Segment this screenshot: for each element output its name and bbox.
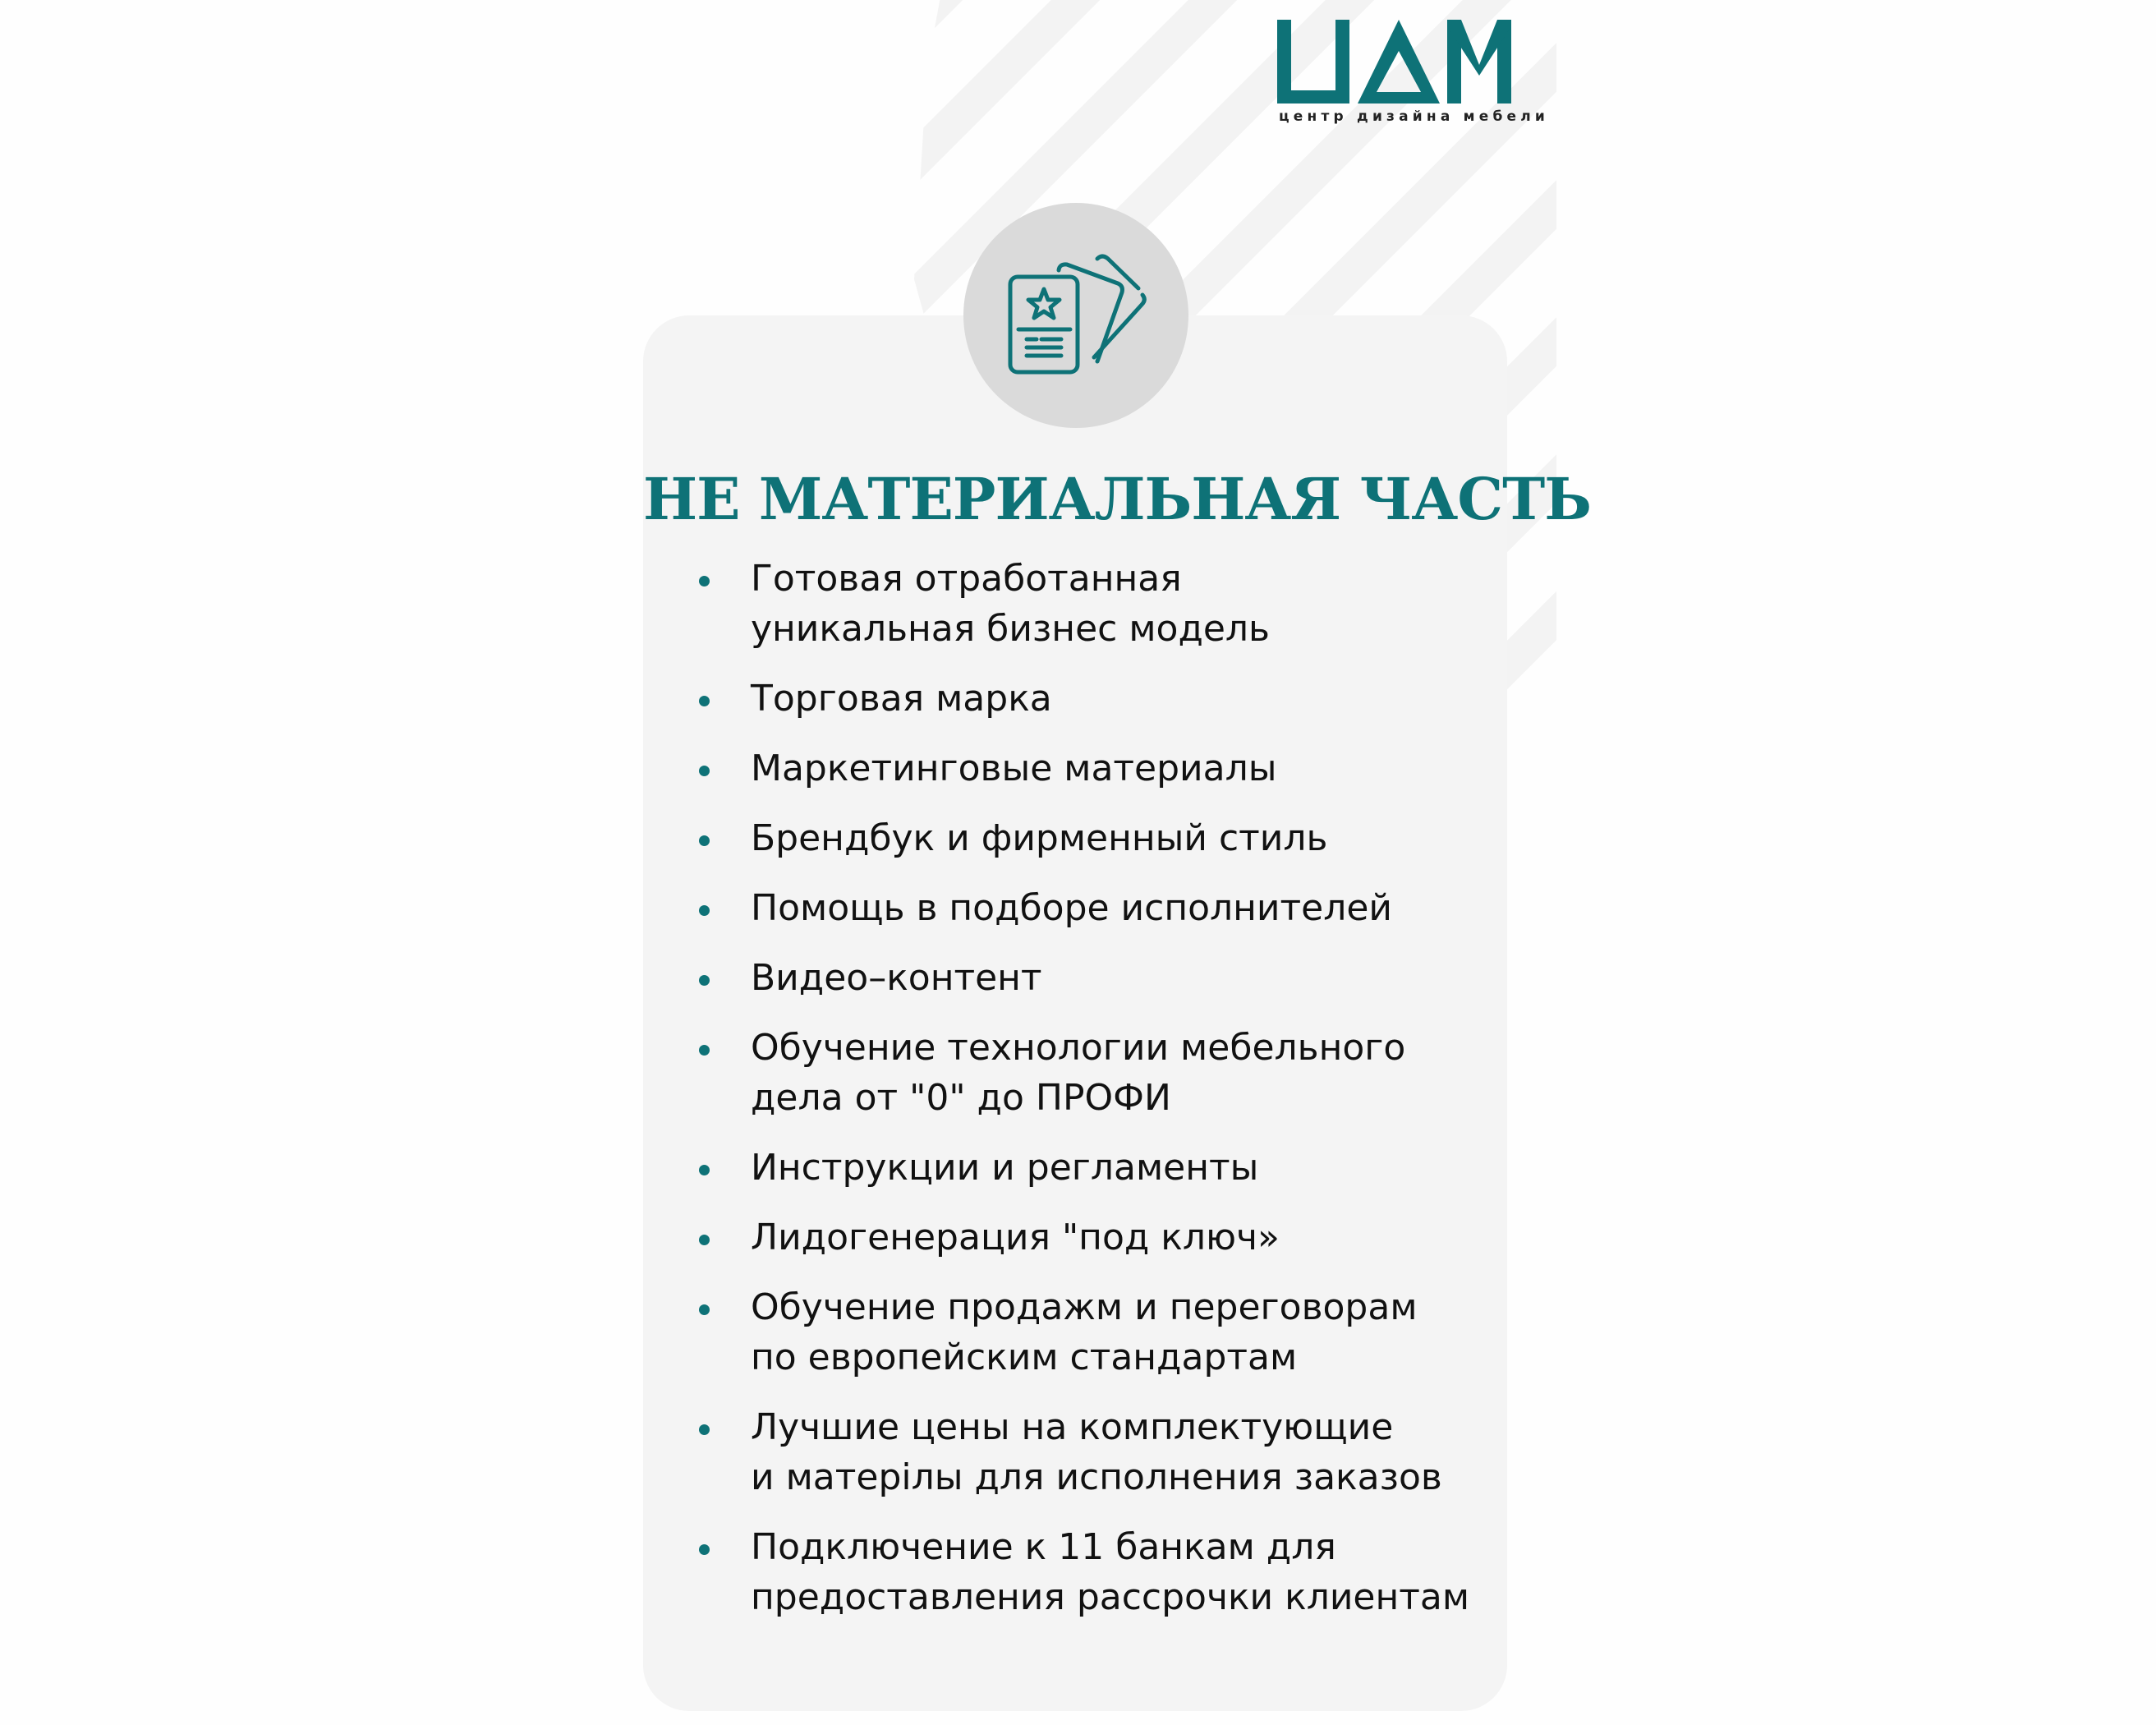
bullet-icon (699, 1424, 710, 1435)
list-item-line: по европейским стандартам (751, 1336, 1298, 1378)
list-item (687, 1143, 1492, 1193)
list-item-line: и матерілы для исполнения заказов (751, 1456, 1442, 1498)
list-item-line: предоставления рассрочки клиентам (751, 1576, 1470, 1618)
bullet-icon (699, 766, 710, 776)
list-item-line: Помощь в подборе исполнителей (751, 887, 1392, 929)
list-item-line: Готовая отработанная (751, 558, 1182, 600)
list-item (687, 813, 1492, 863)
list-item-line: Лидогенерация "под ключ» (751, 1217, 1280, 1258)
list-item (687, 1023, 1492, 1123)
bullet-icon (699, 905, 710, 916)
list-item (687, 1522, 1492, 1622)
bullet-icon (699, 1544, 710, 1555)
list-item-line: Обучение продажм и переговорам (751, 1286, 1418, 1328)
list-item (687, 554, 1492, 654)
list-item (687, 953, 1492, 1003)
bullet-icon (699, 696, 710, 706)
bullet-icon (699, 1045, 710, 1056)
cards-with-star-icon (1000, 252, 1156, 384)
list-item (687, 743, 1492, 794)
list-item (687, 1282, 1492, 1382)
list-item-line: Видео–контент (751, 957, 1042, 999)
logo-mark-icon (1277, 20, 1511, 104)
list-item-line: Обучение технологии мебельного (751, 1027, 1406, 1069)
bullet-icon (699, 1235, 710, 1245)
list-item-line: Инструкции и регламенты (751, 1147, 1259, 1189)
list-item (687, 674, 1492, 724)
features-list (687, 554, 1492, 1642)
bullet-icon (699, 1304, 710, 1315)
bullet-icon (699, 576, 710, 586)
list-item-line: дела от "0" до ПРОФИ (751, 1077, 1171, 1119)
list-item (687, 1402, 1492, 1502)
list-item-line: Торговая марка (751, 678, 1052, 720)
list-item-line: Маркетинговые материалы (751, 748, 1277, 789)
logo (1277, 20, 1550, 126)
bullet-icon (699, 975, 710, 986)
icon-badge (963, 203, 1188, 428)
list-item-line: Лучшие цены на комплектующие (751, 1406, 1394, 1448)
list-item (687, 883, 1492, 933)
page-title: НЕ МАТЕРИАЛЬНАЯ ЧАСТЬ (643, 465, 1591, 533)
bullet-icon (699, 835, 710, 846)
list-item (687, 1212, 1492, 1263)
list-item-line: Подключение к 11 банкам для (751, 1526, 1336, 1568)
logo-subtitle: центр дизайна мебели (1279, 108, 1550, 125)
list-item-line: Брендбук и фирменный стиль (751, 817, 1328, 859)
bullet-icon (699, 1165, 710, 1175)
list-item-line: уникальная бизнес модель (751, 608, 1270, 650)
